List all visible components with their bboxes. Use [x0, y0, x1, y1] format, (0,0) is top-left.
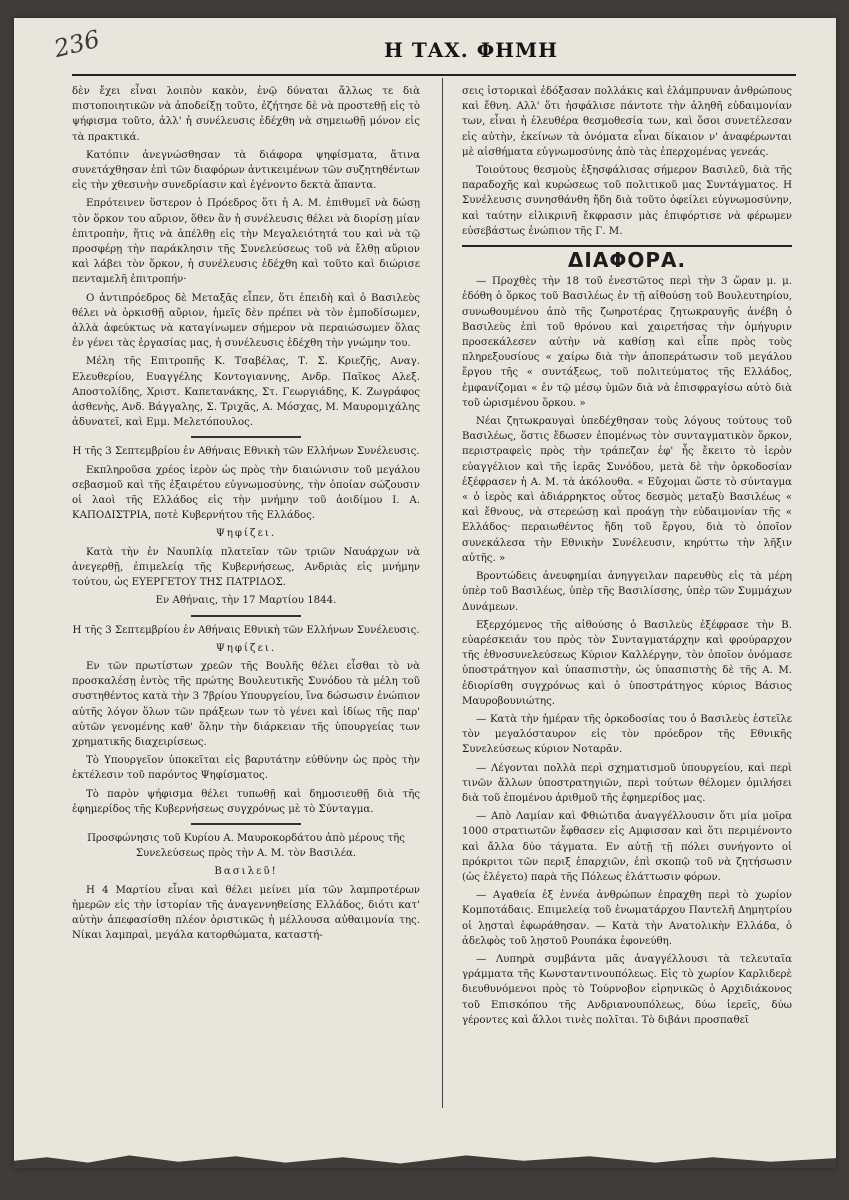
decree-body: Εκπληροῦσα χρέος ἱερὸν ὡς πρὸς τὴν διαιώνισιν τοῦ μεγάλου σεβασμοῦ καὶ τῆς ἐξαιρέτου εὐγνωμοσύνης, τὴν ὁποίαν σώζουσιν οἱ λαοὶ τῆς Ελλάδος εἰς τὴν μνήμην τοῦ ἀοιδίμου Ι. Α. ΚΑΠΟΔΙΣΤΡΙΑ, ποτὲ Κυβερνήτου τῆς Ελλάδος. [72, 464, 420, 522]
masthead-rule [72, 74, 796, 76]
newspaper-page [14, 18, 836, 1168]
torn-edge [14, 1150, 836, 1168]
news-item: Νέαι ζητωκραυγαὶ ὑπεδέχθησαν τοὺς λόγους τούτους τοῦ Βασιλέως, ὅστις ἔδωσεν ἐπομένως τὸν συνταγματικὸν ὅρκον, περιστραφεὶς πρὸς τὴν τράπεζαν ἐφ' ἧς ἔκειτο τὸ ἱερὸν εὐαγγέλιον καὶ τῆς ἱερᾶς Συνόδου, μετὰ δὲ τὴν ὁρκοδοσίαν ἐξέφρασεν ἡ Α. Μ. τὰ ἀκόλουθα. « Εὔχομαι ὥστε τὸ σύνταγμα « ὁ ἱερὸς καὶ ἀδιάρρηκτος οὗτος δεσμὸς μεταξὺ Βασιλέως « καὶ ἔθνους, νὰ στερεώσῃ καὶ προάγῃ τὴν εὐδαιμονίαν τῆς « Ελλάδος· περαιωθέντος ἤδη τοῦ ἔργου, διὰ τὸ ὁποῖον συνεκάλεσα τὴν Εθνικὴν Συνέλευσιν, κηρύττω τὴν λῆξιν αὐτῆς. » [462, 416, 792, 564]
decree-body: Εν τῶν πρωτίστων χρεῶν τῆς Βουλῆς θέλει εἶσθαι τὸ νὰ προσκαλέσῃ ἐντὸς τῆς πρώτης Βουλευτικῆς Συνόδου τὰ μέλη τοῦ συστηθέντος κατὰ τὴν 3 7βρίου Υπουργείου, ἵνα δώσωσιν ἐνώπιον αὐτῆς λόγον ὅλων τῶν πράξεων των τὸ γένει καὶ ἰδίως τῆς παρ' αὐτῶν γενομένης καθ' ὅλην τὴν διάρκειαν τῆς ὑπουργείας των χρηματικῆς διαχειρίσεως. [72, 660, 420, 748]
column-divider [442, 78, 443, 1108]
address-heading: Προσφώνησις τοῦ Κυρίου Α. Μαυροκορδάτου ἀπὸ μέρους τῆς Συνελεύσεως πρὸς τὴν Α. Μ. τὸν Βασιλέα. [87, 832, 405, 860]
news-item: Βροντώδεις ἀνευφημίαι ἀνηγγειλαν παρευθὺς εἰς τὰ μέρη ὑπὲρ τοῦ Βασιλέως, ὑπὲρ τῆς Βασιλίσσης, ὑπὲρ τῶν Συμμάχων Δυνάμεων. [462, 571, 792, 613]
decree-paragraph: Τὸ Υπουργεῖον ὑποκεῖται εἰς βαρυτάτην εὐθύνην ὡς πρὸς τὴν ἐκτέλεσιν τοῦ παρόντος Ψηφίσματος. [72, 755, 420, 782]
paragraph: Ο ἀντιπρόεδρος δὲ Μεταξᾶς εἶπεν, ὅτι ἐπειδὴ καὶ ὁ Βασιλεὺς θέλει νὰ ὁρκισθῇ αὔριον, ἡμεῖς δὲν πρέπει νὰ τὸν ἐμποδίσωμεν, ἀλλὰ ἀφεύκτως νὰ καταγίνωμεν σήμερον νὰ περαιώσωμεν ὅλας ἐν γένει τὰς ἐργασίας μας, ἡ συνέλευσις ἐδέχθη τὴν γνώμην του. [72, 292, 420, 350]
decree-psifizei: Ψηφίζει. [215, 642, 277, 654]
right-column [462, 84, 792, 1031]
committee-members: Μέλη τῆς Επιτροπῆς Κ. Τσαβέλας, Τ. Σ. Κριεζῆς, Αναγ. Ελευθερίου, Ευαγγέλης Κοντογιαννης, Ανδρ. Παῖκος Αλεξ. Αποστολίδης, Χριστ. Καπετανάκης, Στ. Γεωργιάδης, Κ. Ζωγράφος ἀσθενὴς, Ανδ. Βάγγαλης, Σ. Τριχᾶς, Α. Μόσχας, Μ. Μαυρομιχάλης ἀδυνατεῖ, καὶ Εμμ. Μελετόπουλος. [72, 356, 420, 429]
address-body: Η 4 Μαρτίου εἶναι καὶ θέλει μείνει μία τῶν λαμπροτέρων ἡμερῶν εἰς τὴν ἱστορίαν τῆς ἀναγεννηθείσης Ελλάδος, διότι κατ' αὐτὴν ἀπεφασίσθη πλέον ὁριστικῶς ἡ μέλλουσα αὐθαιμονία της. Νίκαι λαμπραὶ, μεγάλα κατορθώματα, καταστή- [72, 884, 420, 942]
paragraph: Επρότεινεν ὕστερον ὁ Πρόεδρος ὅτι ἡ Α. Μ. ἐπιθυμεῖ νὰ δώσῃ τὸν ὅρκον του αὔριον, ὅθεν ἂν ἡ συνέλευσις θέλει νὰ διορίσῃ μίαν ἐπιτροπὴν, ἥτις νὰ ἀπέλθῃ εἰς τὴν Μεγαλειότητά του καὶ νὰ τῷ προσφέρῃ τὴν παράκλησιν τῆς Συνελεύσεως τοῦ νὰ ἔλθῃ αὔριον καὶ λάβει τὸν ὅρκον, ἡ συνέλευσις ἐδέχθη καὶ τοῦτο καὶ διώρισε πενταμελῆ ἐπιτροπήν· [72, 198, 420, 286]
decree-psifizei: Ψηφίζει. [215, 528, 277, 540]
decree-heading: Η τῆς 3 Σεπτεμβρίου ἐν Αθήναις Εθνικὴ τῶν Ελλήνων Συνέλευσις. [72, 624, 420, 636]
news-item: — Προχθὲς τὴν 18 τοῦ ἐνεστῶτος περὶ τὴν 3 ὥραν μ. μ. ἐδόθη ὁ ὅρκος τοῦ Βασιλέως ἐν τῇ αἰθούσῃ τοῦ Βουλευτηρίου, συνωθουμένου ἀπὸ τῆς ζωηροτέρας ζητωκραυγῆς ἀνέβη ὁ Βασιλεὺς ἐπὶ τοῦ θρόνου καὶ χαιρετήσας τὴν ὁμήγυριν προσεκάλεσεν αὐτὴν νὰ καθίσῃ καὶ εἶπε πρὸς τοὺς πληρεξουσίους « χαίρω διὰ τὴν ἀποπεράτωσιν τοῦ μεγάλου ἔργου τῆς « συντάξεως, τοῦ πολιτεύματος τῆς Ελλάδος, ἐμφανίζομαι « ἐν τῷ μέσῳ ὑμῶν διὰ νὰ ἐπισφραγίσω αὐτὸ διὰ τοῦ ὡρισμένου ὅρκου. » [462, 276, 792, 409]
paragraph: Κατόπιν ἀνεγνώσθησαν τὰ διάφορα ψηφίσματα, ἅτινα συνετάχθησαν ἐπὶ τῶν διαφόρων ἀντικειμένων τῶν συζητηθέντων εἰς τὴν χθεσινὴν συνεδρίασιν καὶ ἐγένοντο δεκτὰ ἅπαντα. [72, 149, 420, 192]
separator-rule [191, 823, 301, 825]
address-salutation: Βασιλεῦ! [214, 866, 278, 878]
paragraph: Τοιούτους θεσμοὺς ἐξησφάλισας σήμερον Βασιλεῦ, διὰ τῆς παραδοχῆς καὶ κυρώσεως τοῦ πολιτικοῦ μας Συντάγματος. Η Συνέλευσις συνησθάνθη ἤδη διὰ τοῦτο ὀφείλει εὐγνωμοσύνην, καὶ ταύτην εἰλικρινῆ ἔκφρασιν μὰς ἐπιφόρτισε νὰ φέρωμεν εὐσεβάστως ἐνώπιον τῆς Γ. Μ. [462, 165, 792, 237]
decree-paragraph: Τὸ παρὸν ψήφισμα θέλει τυπωθῇ καὶ δημοσιευθῇ διὰ τῆς ἐφημερίδος τῆς Κυβερνήσεως συγχρόνως μὲ τὸ Σύνταγμα. [72, 788, 420, 815]
news-item: — Κατὰ τὴν ἡμέραν τῆς ὁρκοδοσίας του ὁ Βασιλεὺς ἐστεῖλε τὸν μεγαλόσταυρον εἰς τὸν πρόεδρον τῆς Εθνικῆς Συνελεύσεως κύριον Νοταρᾶν. [462, 713, 792, 756]
section-title: ΔΙΑΦΟΡΑ. [567, 248, 687, 273]
decree-resolution: Κατὰ τὴν ἐν Ναυπλίᾳ πλατεῖαν τῶν τριῶν Ναυάρχων νὰ ἀνεγερθῇ, ἐπιμελείᾳ τῆς Κυβερνήσεως, Ανδριὰς εἰς μνήμην τούτου, ὡς ΕΥΕΡΓΕΤΟΥ ΤΗΣ ΠΑΤΡΙΔΟΣ. [72, 546, 420, 589]
separator-rule [191, 436, 301, 438]
separator-rule [191, 615, 301, 617]
decree-date: Εν Αθήναις, τὴν 17 Μαρτίου 1844. [155, 595, 337, 607]
handwritten-page-number: 236 [51, 24, 103, 64]
news-item: — Απὸ Λαμίαν καὶ Φθιώτιδα ἀναγγέλλουσιν ὅτι μία μοῖρα 1000 στρατιωτῶν ἔφθασεν εἰς Αμφισσαν καὶ ὅτι περιμένοντο καὶ ἄλλα δύο τάγματα. Εν αὐτῇ τῇ πόλει συνήγοντο οἱ πρόκριτοι τῶν περιξ ἐπαρχιῶν, ἐπὶ σκοπῷ τοῦ νὰ ζητήσωσιν (ὡς ἐλέγετο) παρὰ τῆς Πόλεως ἐλάττωσιν φόρων. [462, 811, 792, 883]
news-item: — Λέγονται πολλὰ περὶ σχηματισμοῦ ὑπουργείου, καὶ περὶ τινῶν ἄλλων ὑποστρατηγιῶν, περὶ τούτων θέλομεν ὁμιλήσει διὰ τοῦ ἐπομένου ἀριθμοῦ τῆς ἐφημερίδος μας. [462, 762, 792, 804]
news-item: Εξερχόμενος τῆς αἰθούσης ὁ Βασιλεὺς ἐξέφρασε τὴν Β. εὐαρέσκειάν του πρὸς τὸν Συνταγματάρχην καὶ φρούραρχον τῆς ἐθνοσυνελεύσεως Κύριον Καλλέργην, τὸν ὁποῖον ὀνόμασε ὑποστράτηγον καὶ ὑπασπιστὴν, ὡς ὑπασπιστὴς δὲ τῆς Α. Μ. ἐδιορίσθη συγχρόνως καὶ ὁ ὑποστράτηγος κύριος Βάσιος Μαυροβουνιώτης. [462, 619, 792, 707]
masthead: Η ΤΑΧ. ΦΗΜΗ [384, 38, 559, 62]
news-item: — Αγαθεία ἐξ ἐννέα ἀνθρώπων ἐπραχθη περὶ τὸ χωρίον Κομποτάδαις. Επιμελείᾳ τοῦ ἐνωματάρχου Παντελῆ Δημητρίου οἱ λῃσταὶ ἐφωράθησαν. — Κατὰ τὴν Ανατολικὴν Ελλάδα, ὁ ἀδελφὸς τοῦ λῃστοῦ Ρουπάκα ἐφονεύθη. [462, 890, 792, 947]
section-rule [462, 245, 792, 247]
decree-heading: Η τῆς 3 Σεπτεμβρίου ἐν Αθήναις Εθνικὴ τῶν Ελλήνων Συνέλευσις. [72, 446, 420, 458]
paragraph: δὲν ἔχει εἶναι λοιπὸν κακὸν, ἐνῷ δύναται ἄλλως τε διὰ πιστοποιητικῶν νὰ ἀποδείξῃ τοῦτο, ἐζήτησε δὲ νὰ προστεθῇ εἰς τὸ ψήφισμα τοῦτο, ἀλλ' ἡ συνέλευσις ἐδέχθη νὰ σημειωθῇ μόνον εἰς τὰ πρακτικά. [72, 86, 420, 143]
left-column [72, 84, 420, 946]
news-item: — Λυπηρὰ συμβάντα μᾶς ἀναγγέλλουσι τὰ τελευταῖα γράμματα τῆς Κωνσταντινουπόλεως. Εἰς τὸ χωρίον Καρλιδερὲ διευθυνόμενοι πρὸς τὸ Τούρνοβον εἰρηνικῶς ὁ Αρχιδιάκονος τοῦ Επισκόπου τῆς Ανδριανουπόλεως, δύω ἱερεῖς, δύω γέροντες καὶ ἄλλοι τινὲς πολῖται. Τὸ διβάνι προσπαθεῖ [462, 953, 792, 1026]
paragraph: σεις ἱστορικαὶ ἐδόξασαν πολλάκις καὶ ἐλάμπρυναν ἀνθρώπους καὶ ἔθνη. Αλλ' ὅτι ἠσφάλισε πάντοτε τὴν ἀληθῆ εὐδαιμονίαν των, εἶναι ἡ ἐλευθέρα θεσμοθεσία των, καὶ ὅσοι συνετέλεσαν εἰς αὐτὴν, ἐκείνων τὰ ὀνόματα εἶναι δίκαιον ν' ἀναφέρωνται μὲ αἰσθήματα εὐγνωμοσύνης ἀπὸ τὰς ἐπερχομένας γενεάς. [462, 86, 792, 158]
